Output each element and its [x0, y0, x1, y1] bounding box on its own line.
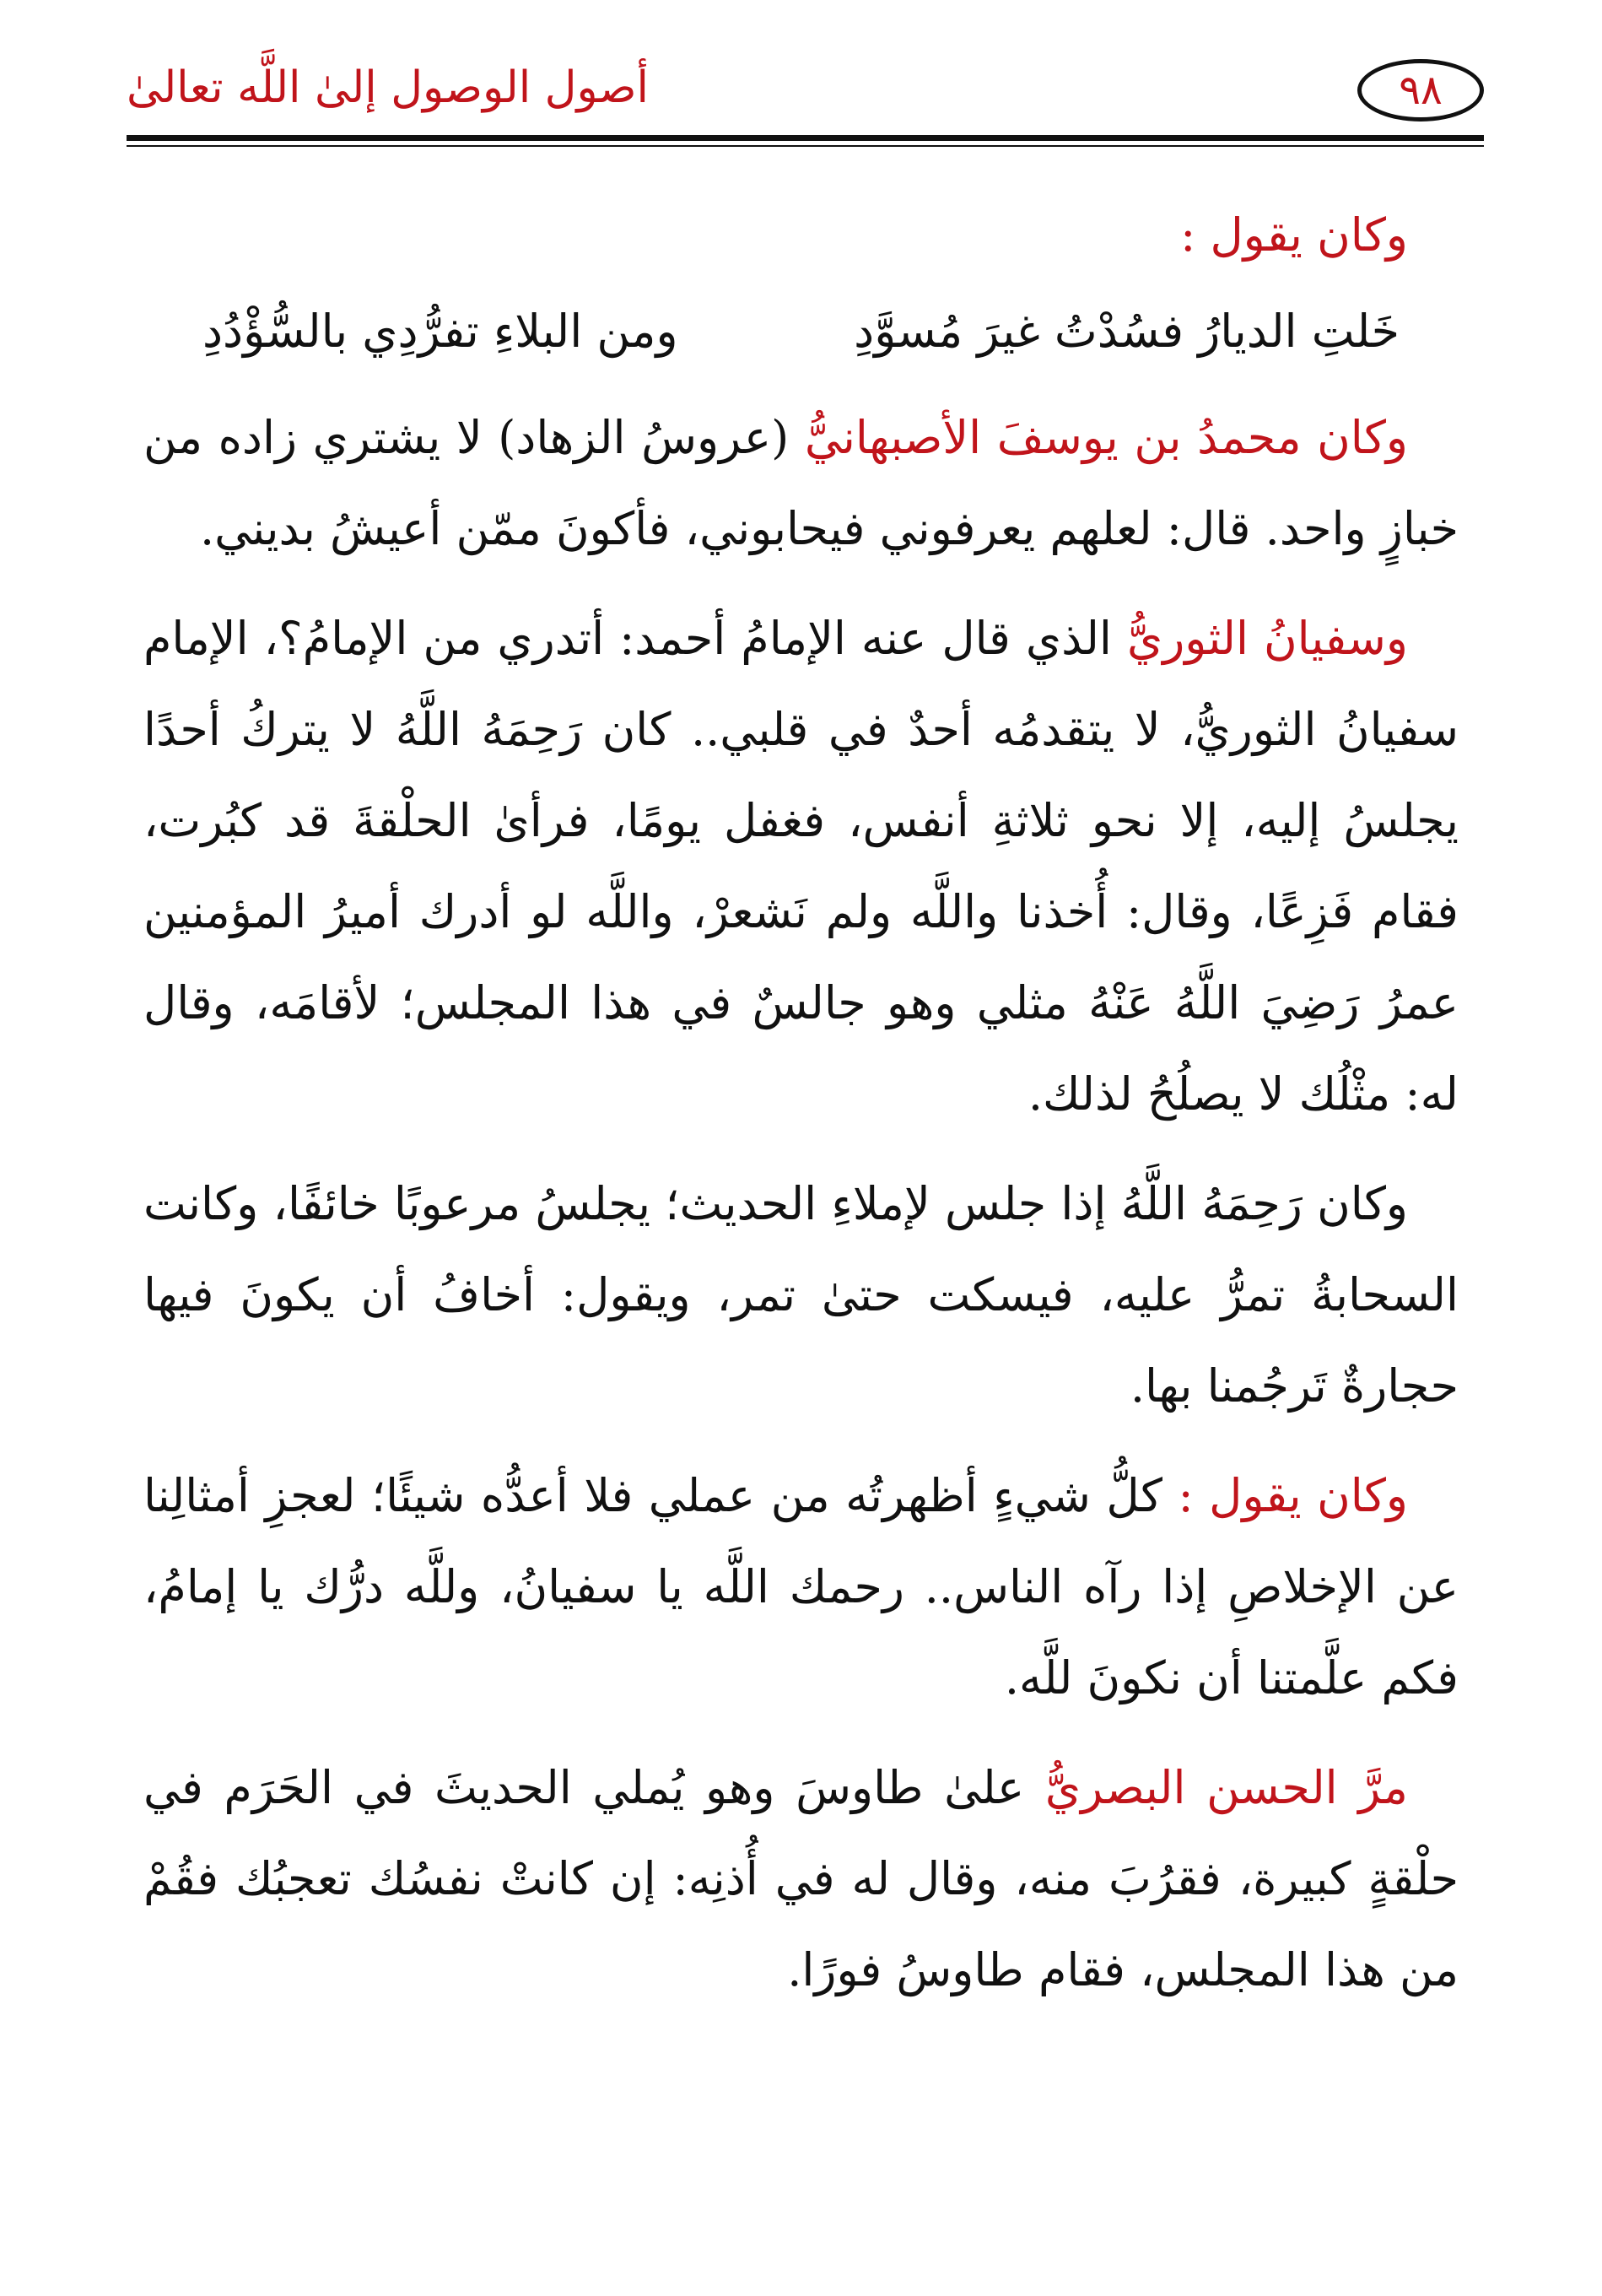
verse-hemistich-left: ومن البلاءِ تفرُّدِي بالسُّؤْدُدِ	[202, 305, 678, 358]
paragraph-ikhlas	[143, 1451, 1459, 1724]
running-title: أصول الوصول إلىٰ اللَّه تعالىٰ	[127, 62, 649, 113]
page-body	[143, 190, 1459, 2034]
paragraph-text: الذي قال عنه الإمامُ أحمد: أتدري من الإمامُ؟، الإمام سفيانُ الثوريُّ، لا يتقدمُه أحدٌ في قلبي.. كان رَحِمَهُ اللَّهُ لا يتركُ أحدًا يجلسُ إليه، إلا نحو ثلاثةِ أنفس، فغفل يومًا، فرأىٰ الحلْقةَ قد كبُرت، فقام فَزِعًا، وقال: أُخذنا واللَّه ولم نَشعرْ، واللَّه لو أدرك أميرُ المؤمنين عمرُ رَضِيَ اللَّهُ عَنْهُ مثلي وهو جالسٌ في هذا المجلس؛ لأقامَه، وقال له: مثْلُك لا يصلُحُ لذلك.	[143, 612, 1459, 1121]
page-header	[127, 51, 1484, 148]
paragraph-isfahani	[143, 392, 1459, 575]
paragraph-text: (عروسُ الزهاد) لا يشتري زاده من خبازٍ واحد. قال: لعلهم يعرفوني فيحابوني، فأكونَ ممّن أعيشُ بديني.	[143, 411, 1459, 555]
paragraph-hasan-basri	[143, 1742, 1459, 2016]
highlight-name: وكان يقول :	[1178, 1469, 1408, 1522]
paragraph-text: كلُّ شيءٍ أظهرتُه من عملي فلا أعدُّه شيئًا؛ لعجزِ أمثالِنا عن الإخلاصِ إذا رآه الناس.. رحمك اللَّه يا سفيانُ، وللَّه درُّك يا إمامُ، فكم علَّمتنا أن نكونَ للَّه.	[143, 1469, 1459, 1704]
paragraph-hadith-dictation	[143, 1159, 1459, 1432]
header-rule-thick	[127, 135, 1484, 141]
paragraph-thawri	[143, 593, 1459, 1140]
poetry-verse	[202, 286, 1400, 377]
verse-intro: وكان يقول :	[1180, 208, 1408, 262]
page-number-badge: ٩٨	[1357, 59, 1484, 122]
paragraph-text: وكان رَحِمَهُ اللَّهُ إذا جلس لإملاءِ الحديث؛ يجلسُ مرعوبًا خائفًا، وكانت السحابةُ تمرُّ عليه، فيسكت حتىٰ تمر، ويقول: أخافُ أن يكونَ فيها حجارةٌ تَرجُمنا بها.	[143, 1177, 1459, 1413]
paragraph-text: علىٰ طاوسَ وهو يُملي الحديثَ في الحَرَم في حلْقةٍ كبيرة، فقرُبَ منه، وقال له في أُذنِه: إن كانتْ نفسُك تعجبُك فقُمْ من هذا المجلس، فقام طاوسُ فورًا.	[143, 1761, 1459, 1996]
highlight-name: مرَّ الحسن البصريُّ	[1044, 1761, 1408, 1814]
verse-hemistich-right: خَلتِ الديارُ فسُدْتُ غيرَ مُسوَّدِ	[854, 305, 1400, 358]
highlight-name: وكان محمدُ بن يوسفَ الأصبهانيُّ	[804, 411, 1409, 464]
highlight-name: وسفيانُ الثوريُّ	[1126, 612, 1408, 665]
header-rule-thin	[127, 145, 1484, 147]
